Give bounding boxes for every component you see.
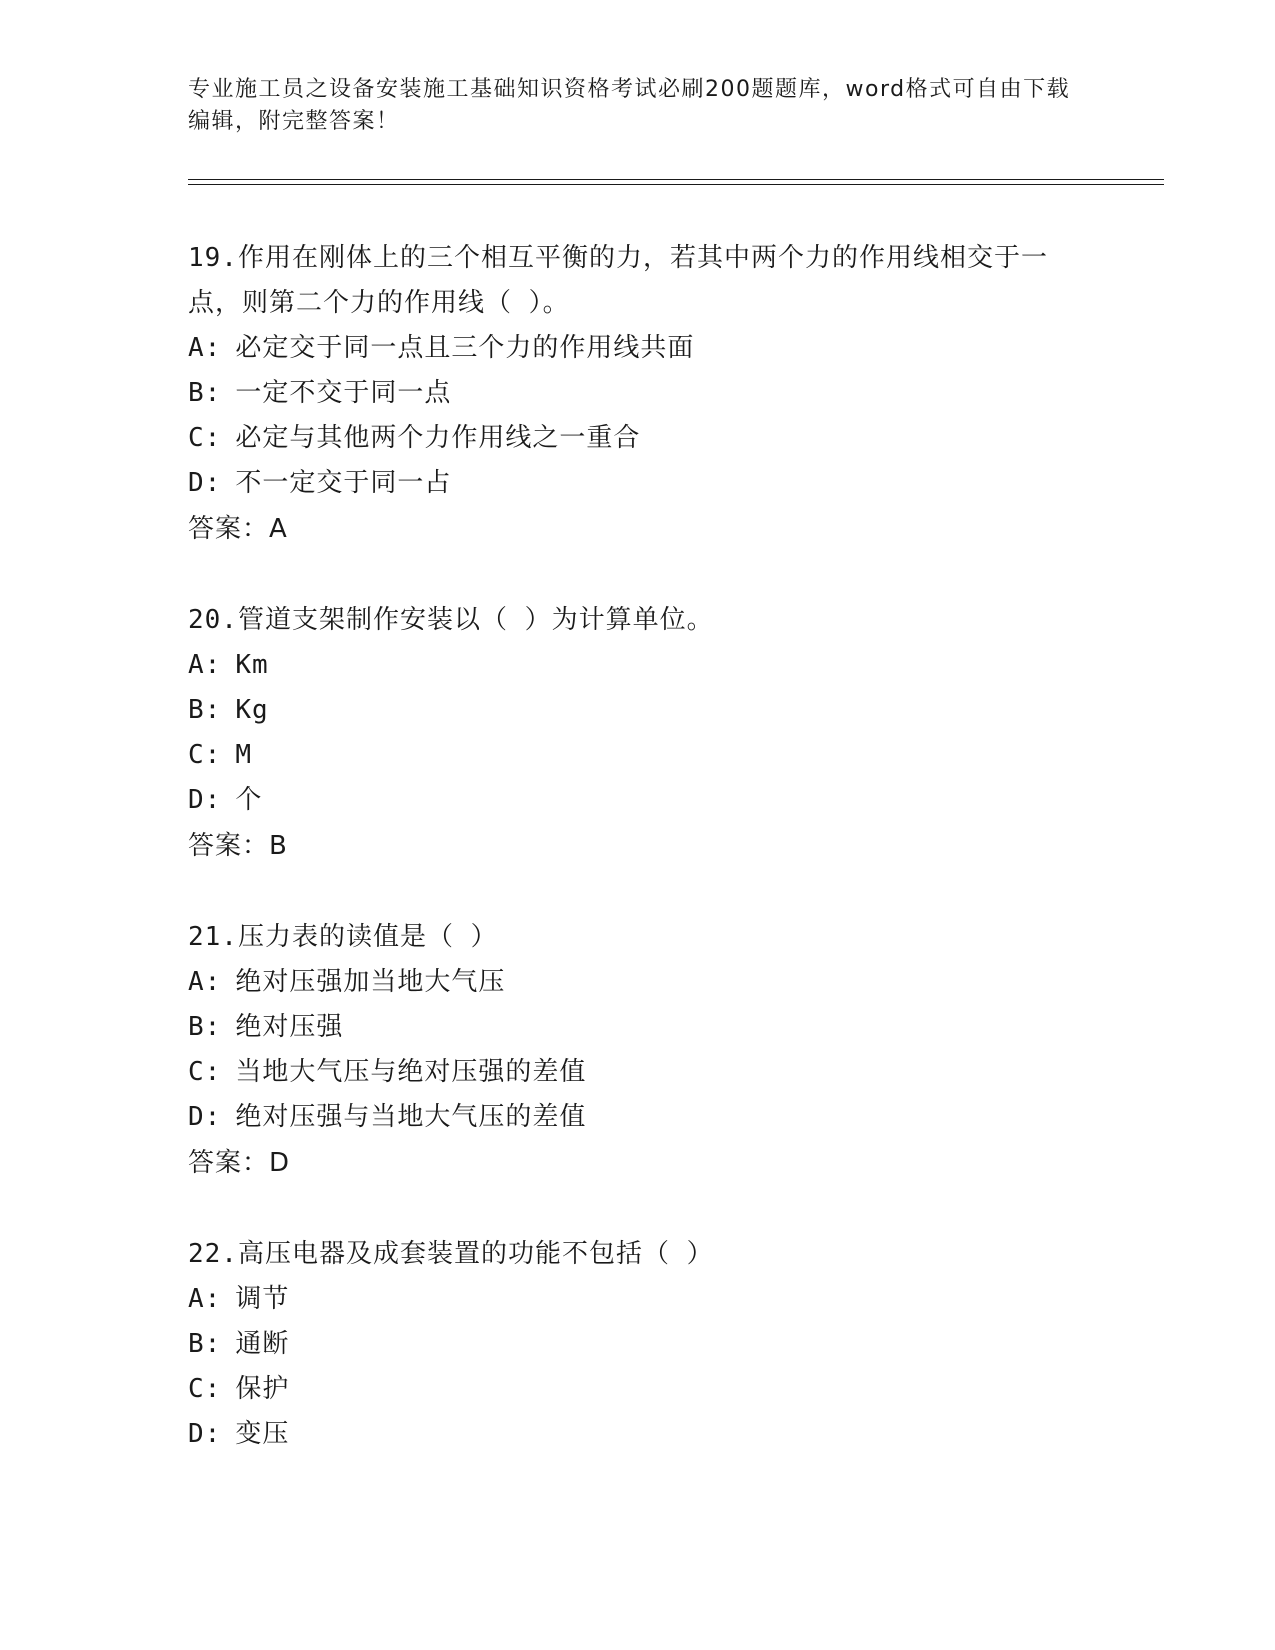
option-letter: A: bbox=[188, 333, 222, 363]
option-letter: C: bbox=[188, 1057, 222, 1087]
document-header: 专业施工员之设备安装施工基础知识资格考试必刷200题题库，word格式可自由下载编辑，附完整答案！ bbox=[188, 77, 1071, 134]
header-rule-top bbox=[188, 179, 1164, 180]
option-d bbox=[188, 778, 1088, 823]
option-c bbox=[188, 1367, 1088, 1412]
option-text: 通断 bbox=[235, 1329, 290, 1359]
option-text: Km bbox=[235, 650, 269, 680]
question-text: 22.高压电器及成套装置的功能不包括（ ） bbox=[188, 1239, 714, 1269]
option-b bbox=[188, 688, 1088, 733]
answer-line: 答案：B bbox=[188, 831, 288, 861]
option-d bbox=[188, 1095, 1088, 1140]
option-a bbox=[188, 1277, 1088, 1322]
option-text: 个 bbox=[235, 785, 263, 815]
option-d bbox=[188, 461, 1088, 506]
option-letter: B: bbox=[188, 1012, 222, 1042]
option-text: M bbox=[235, 740, 252, 770]
option-text: 保护 bbox=[235, 1374, 290, 1404]
option-letter: A: bbox=[188, 967, 222, 997]
option-a bbox=[188, 960, 1088, 1005]
option-letter: A: bbox=[188, 650, 222, 680]
option-text: 绝对压强加当地大气压 bbox=[235, 967, 506, 997]
option-letter: B: bbox=[188, 1329, 222, 1359]
option-letter: A: bbox=[188, 1284, 222, 1314]
option-d bbox=[188, 1412, 1088, 1457]
option-text: 绝对压强与当地大气压的差值 bbox=[235, 1102, 587, 1132]
option-text: 变压 bbox=[235, 1419, 290, 1449]
question-22 bbox=[188, 1232, 1088, 1457]
question-21 bbox=[188, 915, 1088, 1186]
option-text: 当地大气压与绝对压强的差值 bbox=[235, 1057, 587, 1087]
option-text: Kg bbox=[235, 695, 269, 725]
question-20 bbox=[188, 598, 1088, 869]
option-c bbox=[188, 733, 1088, 778]
option-text: 一定不交于同一点 bbox=[235, 378, 452, 408]
option-letter: C: bbox=[188, 1374, 222, 1404]
option-b bbox=[188, 1005, 1088, 1050]
option-letter: C: bbox=[188, 740, 222, 770]
answer-line: 答案：D bbox=[188, 1148, 291, 1178]
option-letter: D: bbox=[188, 785, 222, 815]
question-19 bbox=[188, 236, 1088, 552]
option-c bbox=[188, 416, 1088, 461]
option-a bbox=[188, 643, 1088, 688]
option-b bbox=[188, 1322, 1088, 1367]
option-letter: B: bbox=[188, 695, 222, 725]
option-text: 调节 bbox=[235, 1284, 290, 1314]
option-letter: D: bbox=[188, 468, 222, 498]
option-letter: C: bbox=[188, 423, 222, 453]
option-text: 必定交于同一点且三个力的作用线共面 bbox=[235, 333, 695, 363]
question-text: 20.管道支架制作安装以（ ）为计算单位。 bbox=[188, 605, 714, 635]
question-text: 21.压力表的读值是（ ） bbox=[188, 922, 498, 952]
option-a bbox=[188, 326, 1088, 371]
option-text: 绝对压强 bbox=[235, 1012, 344, 1042]
option-text: 必定与其他两个力作用线之一重合 bbox=[235, 423, 641, 453]
option-text: 不一定交于同一占 bbox=[235, 468, 452, 498]
option-c bbox=[188, 1050, 1088, 1095]
option-letter: D: bbox=[188, 1102, 222, 1132]
question-list bbox=[188, 236, 1088, 1503]
option-b bbox=[188, 371, 1088, 416]
option-letter: B: bbox=[188, 378, 222, 408]
question-text: 19.作用在刚体上的三个相互平衡的力，若其中两个力的作用线相交于一点，则第二个力的作用线（ ）。 bbox=[188, 243, 1048, 318]
option-letter: D: bbox=[188, 1419, 222, 1449]
answer-line: 答案：A bbox=[188, 514, 288, 544]
header-rule-bottom bbox=[188, 184, 1164, 185]
